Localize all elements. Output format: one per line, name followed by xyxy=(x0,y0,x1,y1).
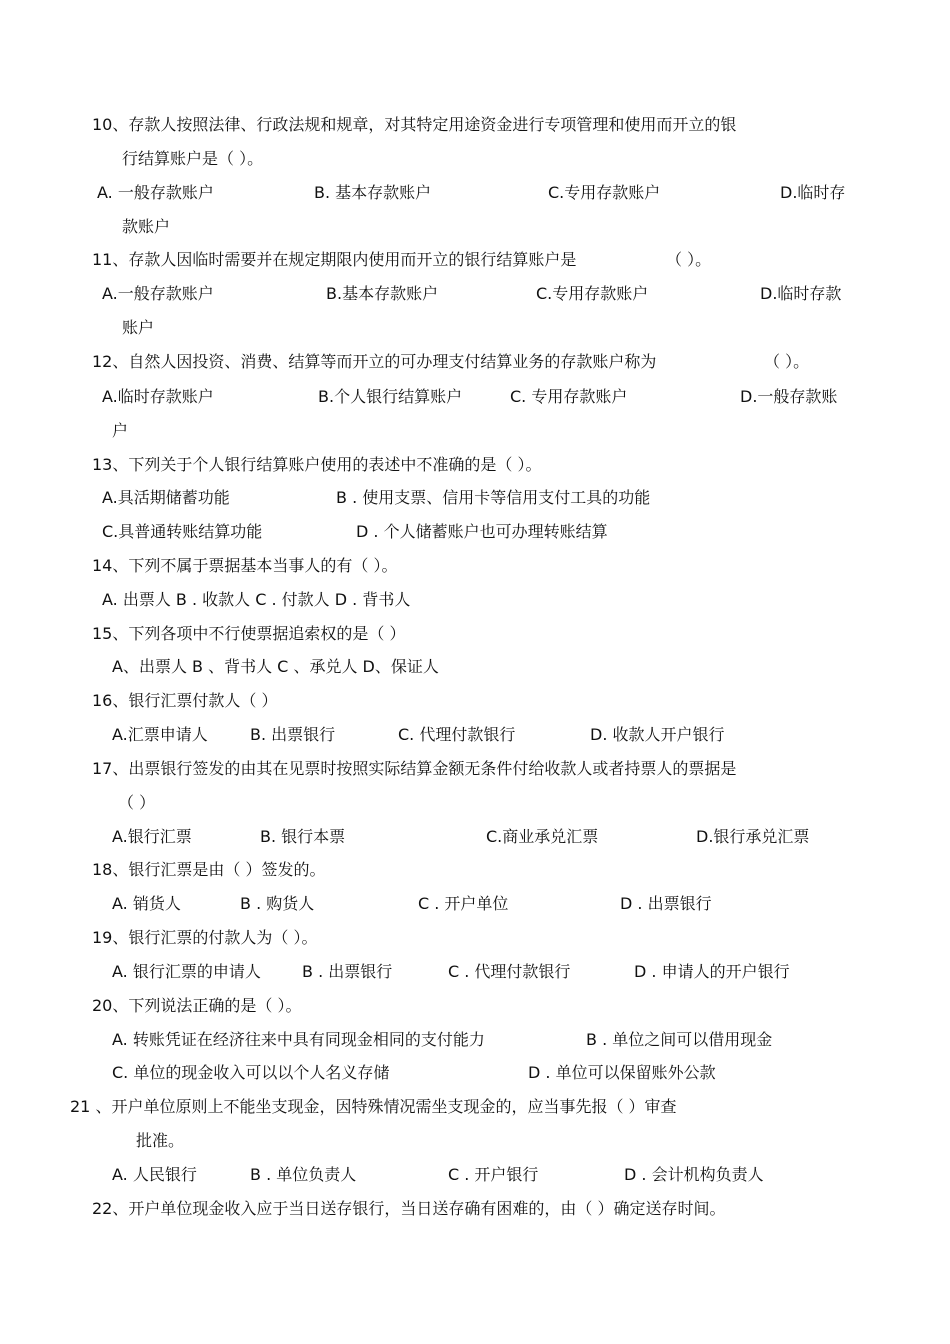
q17-option-a: A.银行汇票 xyxy=(112,827,192,846)
question-17-blank: （ ） xyxy=(118,793,156,812)
q10-option-b: B. 基本存款账户 xyxy=(314,183,432,202)
question-21: 21 、开户单位原则上不能坐支现金，因特殊情况需坐支现金的，应当事先报（ ）审查 xyxy=(70,1097,677,1116)
q16-option-a: A.汇票申请人 xyxy=(112,725,208,744)
question-10-cont: 行结算账户是（ ）。 xyxy=(122,149,264,168)
q12-option-d-cont: 户 xyxy=(112,421,129,440)
q17-option-b: B. 银行本票 xyxy=(260,827,346,846)
q16-option-b: B. 出票银行 xyxy=(250,725,336,744)
question-20: 20、下列说法正确的是（ ）。 xyxy=(92,996,302,1015)
q15-options: A、出票人 B 、背书人 C 、承兑人 D、保证人 xyxy=(112,657,439,676)
question-13: 13、下列关于个人银行结算账户使用的表述中不准确的是（ ）。 xyxy=(92,455,542,474)
question-17: 17、出票银行签发的由其在见票时按照实际结算金额无条件付给收款人或者持票人的票据是 xyxy=(92,759,737,778)
question-19: 19、银行汇票的付款人为（ ）。 xyxy=(92,928,318,947)
q11-option-d: D.临时存款 xyxy=(760,284,842,303)
q10-option-d-cont: 款账户 xyxy=(122,217,171,236)
q19-option-a: A. 银行汇票的申请人 xyxy=(112,962,261,981)
question-11-blank: （ ）。 xyxy=(666,250,712,269)
q18-option-b: B . 购货人 xyxy=(240,894,315,913)
q10-option-a: A. 一般存款账户 xyxy=(97,183,214,202)
q16-option-d: D. 收款人开户银行 xyxy=(590,725,725,744)
q17-option-d: D.银行承兑汇票 xyxy=(696,827,810,846)
q12-option-c: C. 专用存款账户 xyxy=(510,387,628,406)
question-14: 14、下列不属于票据基本当事人的有（ ）。 xyxy=(92,556,398,575)
q10-option-d: D.临时存 xyxy=(780,183,846,202)
q19-option-b: B . 出票银行 xyxy=(302,962,393,981)
q13-option-c: C.具普通转账结算功能 xyxy=(102,522,263,541)
q16-option-c: C. 代理付款银行 xyxy=(398,725,516,744)
q20-option-a: A. 转账凭证在经济往来中具有同现金相同的支付能力 xyxy=(112,1030,485,1049)
question-16: 16、银行汇票付款人（ ） xyxy=(92,691,278,710)
q12-option-a: A.临时存款账户 xyxy=(102,387,214,406)
q12-option-d: D.一般存款账 xyxy=(740,387,838,406)
q10-option-c: C.专用存款账户 xyxy=(548,183,661,202)
question-12-blank: （ ）。 xyxy=(764,352,810,371)
q18-option-c: C . 开户单位 xyxy=(418,894,509,913)
q13-option-d: D . 个人储蓄账户也可办理转账结算 xyxy=(356,522,608,541)
q19-option-d: D . 申请人的开户银行 xyxy=(634,962,790,981)
q11-option-a: A.一般存款账户 xyxy=(102,284,214,303)
q21-option-b: B . 单位负责人 xyxy=(250,1165,357,1184)
question-11: 11、存款人因临时需要并在规定期限内使用而开立的银行结算账户是 xyxy=(92,250,577,269)
q18-option-d: D . 出票银行 xyxy=(620,894,712,913)
q21-option-d: D . 会计机构负责人 xyxy=(624,1165,764,1184)
question-22: 22、开户单位现金收入应于当日送存银行，当日送存确有困难的，由（ ）确定送存时间。 xyxy=(92,1199,726,1218)
q13-option-a: A.具活期储蓄功能 xyxy=(102,488,230,507)
q21-option-c: C . 开户银行 xyxy=(448,1165,539,1184)
q13-option-b: B . 使用支票、信用卡等信用支付工具的功能 xyxy=(336,488,651,507)
question-15: 15、下列各项中不行使票据追索权的是（ ） xyxy=(92,624,406,643)
q19-option-c: C . 代理付款银行 xyxy=(448,962,571,981)
question-12: 12、自然人因投资、消费、结算等而开立的可办理支付结算业务的存款账户称为 xyxy=(92,352,657,371)
q21-option-a: A. 人民银行 xyxy=(112,1165,197,1184)
question-18: 18、银行汇票是由（ ）签发的。 xyxy=(92,860,326,879)
q18-option-a: A. 销货人 xyxy=(112,894,181,913)
question-21-cont: 批准。 xyxy=(136,1131,185,1150)
q20-option-b: B . 单位之间可以借用现金 xyxy=(586,1030,773,1049)
q11-option-b: B.基本存款账户 xyxy=(326,284,439,303)
q20-option-c: C. 单位的现金收入可以以个人名义存储 xyxy=(112,1063,390,1082)
question-10: 10、存款人按照法律、行政法规和规章，对其特定用途资金进行专项管理和使用而开立的银 xyxy=(92,115,737,134)
q14-options: A. 出票人 B . 收款人 C . 付款人 D . 背书人 xyxy=(102,590,411,609)
q17-option-c: C.商业承兑汇票 xyxy=(486,827,599,846)
q11-option-c: C.专用存款账户 xyxy=(536,284,649,303)
q20-option-d: D . 单位可以保留账外公款 xyxy=(528,1063,716,1082)
q11-option-d-cont: 账户 xyxy=(122,318,155,337)
q12-option-b: B.个人银行结算账户 xyxy=(318,387,463,406)
